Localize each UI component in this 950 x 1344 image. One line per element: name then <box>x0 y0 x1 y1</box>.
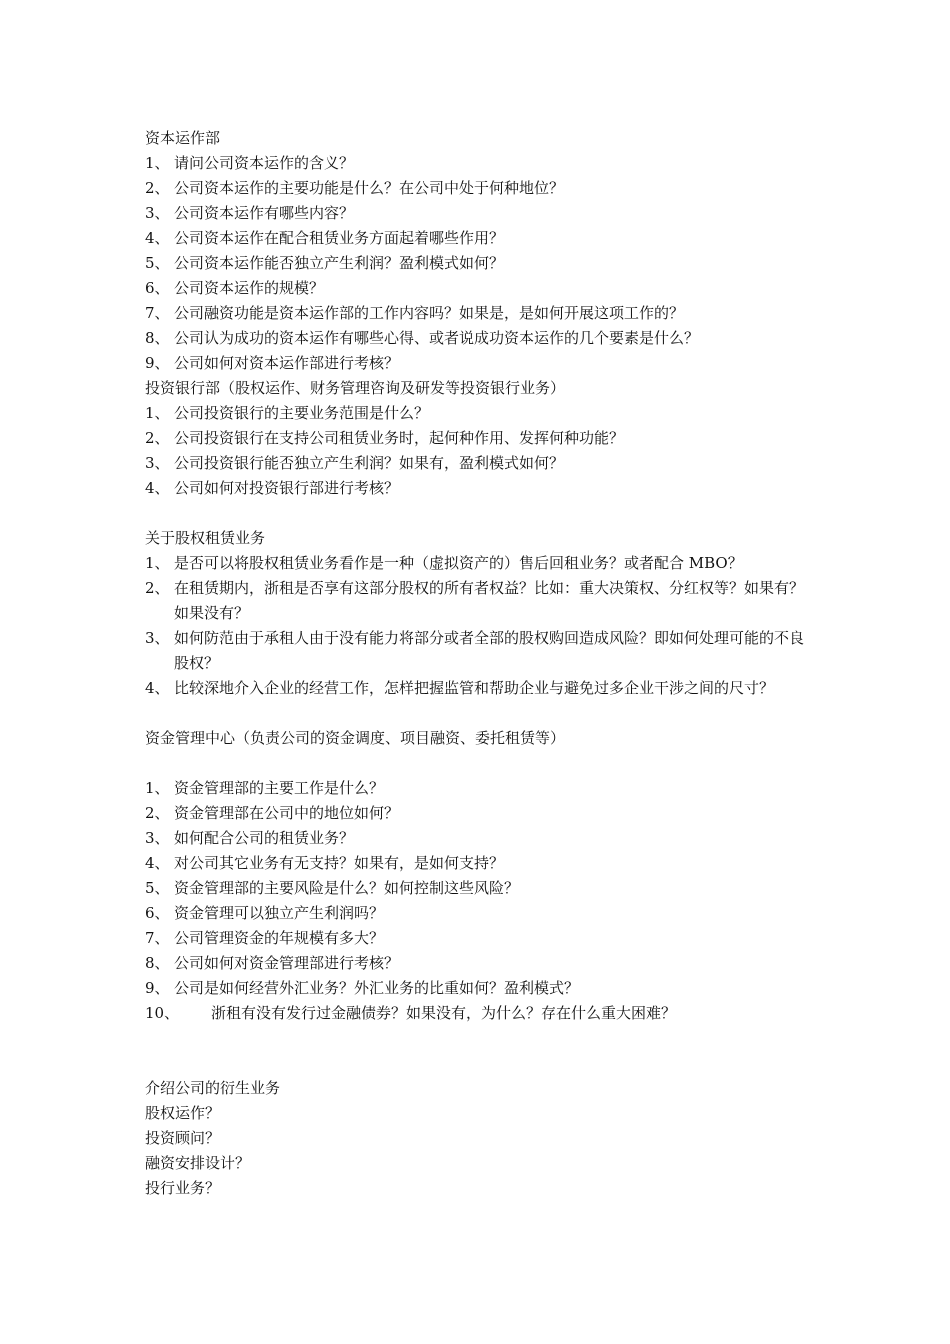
blank-line <box>145 501 815 526</box>
list-item <box>145 826 815 851</box>
item-number: 1、 <box>145 779 170 797</box>
blank-line <box>145 1051 815 1076</box>
item-text: 公司如何对投资银行部进行考核？ <box>174 479 400 497</box>
list-item <box>145 176 815 201</box>
item-text: 公司投资银行的主要业务范围是什么？ <box>174 404 430 422</box>
item-number: 6、 <box>145 279 170 297</box>
section-heading-investment-bank: 投资银行部（股权运作、财务管理咨询及研发等投资银行业务） <box>145 379 566 397</box>
item-number: 3、 <box>145 204 170 222</box>
list-item <box>145 851 815 876</box>
list-item <box>145 676 815 701</box>
item-number: 3、 <box>145 829 170 847</box>
item-number: 8、 <box>145 329 170 347</box>
list-item <box>145 451 815 476</box>
list-item <box>145 151 815 176</box>
list-item <box>145 626 815 676</box>
item-number: 1、 <box>145 154 170 172</box>
derivative-line: 融资安排设计？ <box>145 1154 251 1172</box>
item-text: 公司管理资金的年规模有多大？ <box>174 929 385 947</box>
list-item <box>145 926 815 951</box>
item-text: 资金管理可以独立产生利润吗？ <box>174 904 385 922</box>
list-item <box>145 1001 815 1026</box>
item-number: 7、 <box>145 304 170 322</box>
blank-line <box>145 751 815 776</box>
list-item <box>145 576 815 626</box>
item-number: 4、 <box>145 229 170 247</box>
section-heading-fund-management: 资金管理中心（负责公司的资金调度、项目融资、委托租赁等） <box>145 729 566 747</box>
item-text: 资金管理部的主要风险是什么？如何控制这些风险？ <box>174 879 520 897</box>
list-item <box>145 976 815 1001</box>
list-item <box>145 276 815 301</box>
list-item <box>145 226 815 251</box>
item-text: 公司资本运作有哪些内容？ <box>174 204 355 222</box>
item-number: 6、 <box>145 904 170 922</box>
list-item <box>145 326 815 351</box>
item-number: 3、 <box>145 629 170 647</box>
item-text: 公司融资功能是资本运作部的工作内容吗？如果是，是如何开展这项工作的？ <box>174 304 685 322</box>
item-text: 公司是如何经营外汇业务？外汇业务的比重如何？盈利模式？ <box>174 979 580 997</box>
item-text: 公司如何对资金管理部进行考核？ <box>174 954 400 972</box>
list-item <box>145 401 815 426</box>
item-number: 4、 <box>145 854 170 872</box>
list-item <box>145 951 815 976</box>
list-item <box>145 776 815 801</box>
item-number: 10、 <box>145 1004 180 1022</box>
derivative-line: 股权运作？ <box>145 1104 221 1122</box>
item-number: 2、 <box>145 804 170 822</box>
item-number: 2、 <box>145 179 170 197</box>
item-text: 公司投资银行能否独立产生利润？如果有，盈利模式如何？ <box>174 454 565 472</box>
blank-line <box>145 1026 815 1051</box>
item-text: 公司资本运作能否独立产生利润？盈利模式如何？ <box>174 254 505 272</box>
item-text: 公司资本运作的规模？ <box>174 279 325 297</box>
derivative-line: 投资顾问？ <box>145 1129 221 1147</box>
list-item <box>145 876 815 901</box>
list-item <box>145 251 815 276</box>
derivative-line: 投行业务？ <box>145 1179 221 1197</box>
item-number: 2、 <box>145 429 170 447</box>
item-number: 8、 <box>145 954 170 972</box>
item-text: 公司资本运作的主要功能是什么？在公司中处于何种地位？ <box>174 179 565 197</box>
item-number: 1、 <box>145 404 170 422</box>
item-text: 比较深地介入企业的经营工作，怎样把握监管和帮助企业与避免过多企业干涉之间的尺寸？ <box>174 679 775 697</box>
item-number: 5、 <box>145 254 170 272</box>
item-text: 公司认为成功的资本运作有哪些心得、或者说成功资本运作的几个要素是什么？ <box>174 329 700 347</box>
item-text: 在租赁期内，浙租是否享有这部分股权的所有者权益？比如：重大决策权、分红权等？如果有？如果没有？ <box>174 579 805 622</box>
item-text: 公司资本运作在配合租赁业务方面起着哪些作用？ <box>174 229 505 247</box>
item-text: 对公司其它业务有无支持？如果有，是如何支持？ <box>174 854 505 872</box>
section-heading-capital-ops: 资本运作部 <box>145 129 221 147</box>
item-number: 7、 <box>145 929 170 947</box>
item-text: 公司投资银行在支持公司租赁业务时，起何种作用、发挥何种功能？ <box>174 429 625 447</box>
list-item <box>145 426 815 451</box>
item-number: 1、 <box>145 554 170 572</box>
list-item <box>145 476 815 501</box>
document-body <box>145 126 815 1201</box>
list-item <box>145 301 815 326</box>
item-text: 资金管理部在公司中的地位如何？ <box>174 804 400 822</box>
list-item <box>145 901 815 926</box>
section-heading-derivatives: 介绍公司的衍生业务 <box>145 1079 281 1097</box>
list-item <box>145 801 815 826</box>
blank-line <box>145 701 815 726</box>
section-heading-equity-leasing: 关于股权租赁业务 <box>145 529 266 547</box>
item-number: 4、 <box>145 479 170 497</box>
item-text: 浙租有没有发行过金融债券？如果没有，为什么？存在什么重大困难？ <box>211 1004 677 1022</box>
list-item <box>145 551 815 576</box>
item-text: 资金管理部的主要工作是什么？ <box>174 779 385 797</box>
item-number: 9、 <box>145 354 170 372</box>
item-number: 9、 <box>145 979 170 997</box>
item-number: 5、 <box>145 879 170 897</box>
item-number: 4、 <box>145 679 170 697</box>
list-item <box>145 201 815 226</box>
item-text: 请问公司资本运作的含义？ <box>174 154 355 172</box>
item-text: 如何防范由于承租人由于没有能力将部分或者全部的股权购回造成风险？即如何处理可能的不良股权？ <box>174 629 805 672</box>
item-text: 公司如何对资本运作部进行考核？ <box>174 354 400 372</box>
item-number: 2、 <box>145 579 170 597</box>
list-item <box>145 351 815 376</box>
item-text: 是否可以将股权租赁业务看作是一种（虚拟资产的）售后回租业务？或者配合 MBO？ <box>174 554 743 572</box>
item-number: 3、 <box>145 454 170 472</box>
item-text: 如何配合公司的租赁业务？ <box>174 829 355 847</box>
